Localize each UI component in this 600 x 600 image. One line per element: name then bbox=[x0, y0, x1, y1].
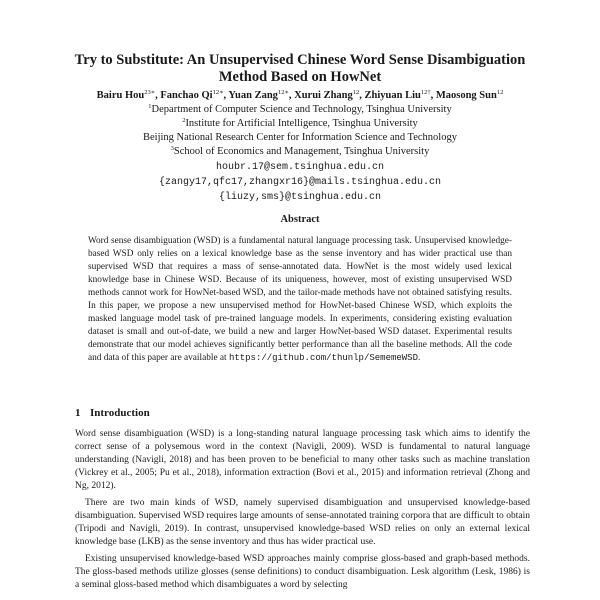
email-line: {liuzy,sms}@tsinghua.edu.cn bbox=[218, 192, 382, 203]
author-name: Bairu Hou bbox=[96, 90, 145, 101]
email-line: houbr.17@sem.tsinghua.edu.cn bbox=[215, 162, 385, 173]
author-sup: 23∗ bbox=[144, 89, 156, 96]
author-separator: , bbox=[223, 90, 229, 101]
author bbox=[294, 90, 364, 101]
author bbox=[97, 90, 161, 101]
affiliation-sup: 1 bbox=[148, 103, 152, 110]
email-line: {zangy17,qfc17,zhangxr16}@mails.tsinghua.edu.cn bbox=[158, 177, 442, 188]
introduction-body bbox=[75, 428, 530, 596]
author-sup: 12∗ bbox=[277, 89, 289, 96]
affiliation bbox=[0, 103, 600, 116]
author-separator: , bbox=[359, 90, 365, 101]
author bbox=[365, 90, 436, 101]
paper-title-line-1: Try to Substitute: An Unsupervised Chinese Word Sense Disambiguation bbox=[74, 52, 526, 68]
abstract-end: . bbox=[417, 353, 421, 363]
author-name: Maosong Sun bbox=[435, 90, 497, 101]
section-number: 1 bbox=[75, 407, 81, 419]
author-name: Zhiyuan Liu bbox=[364, 90, 421, 101]
abstract-heading: Abstract bbox=[280, 214, 320, 225]
author bbox=[160, 90, 228, 101]
author-sup: 12 bbox=[496, 89, 504, 96]
author-name: Xurui Zhang bbox=[294, 90, 353, 101]
paper-title-line-2: Method Based on HowNet bbox=[218, 69, 382, 85]
affiliation bbox=[0, 131, 600, 144]
affiliation-text: Beijing National Research Center for Information Science and Technology bbox=[143, 132, 457, 143]
section-title: Introduction bbox=[90, 407, 150, 419]
intro-paragraph: There are two main kinds of WSD, namely supervised disambiguation and unsupervised knowledge-based disambiguation. Supervised WSD requires large amounts of sense-annotated training corpora that are difficult to obtain (Tripodi and Navigli, 2019). In contrast, unsupervised knowledge-based WSD relies on only an external lexical knowledge base (LKB) as the sense inventory and thus has wider practical use. bbox=[75, 498, 530, 547]
author-list bbox=[0, 89, 600, 102]
abstract-text: Word sense disambiguation (WSD) is a fundamental natural language processing task. Unsupervised knowledge-based WSD only relies on a lexical knowledge base as the sense inventory and has wider practical use than supervised WSD that requires a mass of sense-annotated data. HowNet is the most widely used lexical knowledge base in Chinese WSD. Because of its uniqueness, however, most of existing unsupervised WSD methods cannot work for HowNet-based WSD, and the tailor-made methods have not obtained satisfying results. In this paper, we propose a new unsupervised method for HowNet-based Chinese WSD, which exploits the masked language model task of pre-trained language models. In experiments, considering existing evaluation dataset is small and out-of-date, we build a new and larger HowNet-based WSD dataset. Experimental results demonstrate that our model achieves significantly better performance than all the baseline methods. All the code and data of this paper are available at bbox=[88, 236, 512, 363]
author-separator: , bbox=[155, 90, 161, 101]
affiliation-text: School of Economics and Management, Tsinghua University bbox=[173, 146, 430, 157]
author-sup: 12† bbox=[420, 89, 431, 96]
affiliation-text: Institute for Artificial Intelligence, Tsinghua University bbox=[185, 118, 418, 129]
affiliation-sup: 3 bbox=[170, 145, 174, 152]
intro-paragraph: Word sense disambiguation (WSD) is a long-standing natural language processing task which aims to identify the correct sense of a polysemous word in the context (Navigli, 2009). WSD is fundamental to natural language understanding (Navigli, 2018) and has been proven to be beneficial to many other tasks such as machine translation (Vickrey et al., 2005; Pu et al., 2018), information extraction (Bovi et al., 2015) and information retrieval (Zhong and Ng, 2012). bbox=[75, 429, 530, 491]
author bbox=[436, 90, 503, 101]
affiliation bbox=[0, 145, 600, 158]
affiliation bbox=[0, 117, 600, 130]
code-url-link[interactable]: https://github.com/thunlp/SememeWSD bbox=[228, 353, 418, 363]
author-name: Fanchao Qi bbox=[160, 90, 213, 101]
section-heading-introduction bbox=[75, 407, 150, 419]
author-name: Yuan Zang bbox=[228, 90, 278, 101]
author-separator: , bbox=[288, 90, 295, 101]
affiliation-text: Department of Computer Science and Technology, Tsinghua University bbox=[151, 104, 452, 115]
affiliation-sup: 2 bbox=[182, 117, 186, 124]
author-separator: , bbox=[430, 90, 436, 101]
author-sup: 12 bbox=[352, 89, 360, 96]
author-sup: 12∗ bbox=[212, 89, 224, 96]
intro-paragraph: Existing unsupervised knowledge-based WSD approaches mainly comprise gloss-based and graph-based methods. The gloss-based methods utilize glosses (sense definitions) to conduct disambiguation. Lesk algorithm (Lesk, 1986) is a seminal gloss-based method which disambiguates a word by selecting bbox=[75, 554, 530, 590]
author bbox=[228, 90, 294, 101]
abstract-body bbox=[88, 235, 512, 365]
